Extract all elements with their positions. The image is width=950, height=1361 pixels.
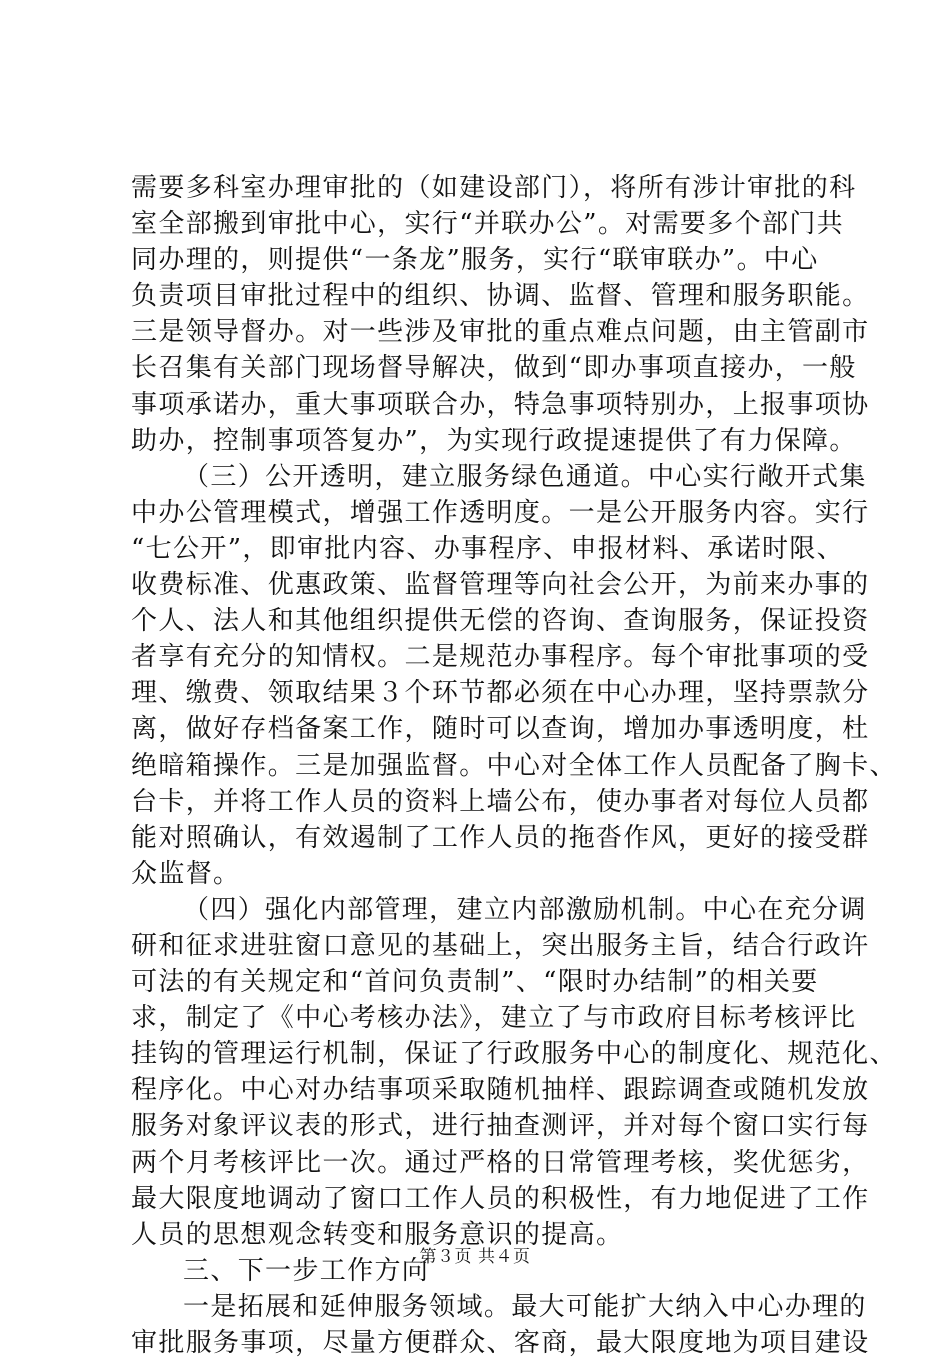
- paragraph-start-line: （四）强化内部管理，建立内部激励机制。中心在充分调: [183, 894, 867, 925]
- text-line: 室全部搬到审批中心，实行“并联办公”。对需要多个部门共: [131, 209, 845, 240]
- page-number-footer: 第３页 共４页: [419, 1247, 531, 1267]
- text-line: 者享有充分的知情权。二是规范办事程序。每个审批事项的受: [131, 642, 870, 673]
- text-line: 助办，控制事项答复办”，为实现行政提速提供了有力保障。: [131, 425, 857, 456]
- text-line: 服务对象评议表的形式，进行抽查测评，并对每个窗口实行每: [131, 1111, 870, 1142]
- text-line: 研和征求进驻窗口意见的基础上，突出服务主旨，结合行政许: [131, 930, 870, 961]
- text-line: 众监督。: [131, 858, 241, 889]
- section-heading: 三、下一步工作方向: [183, 1255, 430, 1286]
- text-line: 理、缴费、领取结果３个环节都必须在中心办理，坚持票款分: [131, 678, 870, 709]
- text-line: 人员的思想观念转变和服务意识的提高。: [131, 1219, 624, 1250]
- text-line: 个人、法人和其他组织提供无偿的咨询、查询服务，保证投资: [131, 606, 870, 637]
- text-line: 台卡，并将工作人员的资料上墙公布，使办事者对每位人员都: [131, 786, 870, 817]
- text-line: 同办理的，则提供“一条龙”服务，实行“联审联办”。中心: [131, 245, 819, 276]
- text-line: 绝暗箱操作。三是加强监督。中心对全体工作人员配备了胸卡、: [131, 750, 897, 781]
- text-line: 两个月考核评比一次。通过严格的日常管理考核，奖优惩劣，: [131, 1147, 870, 1178]
- text-line: 事项承诺办，重大事项联合办，特急事项特别办，上报事项协: [131, 389, 870, 420]
- paragraph-start-line: 一是拓展和延伸服务领域。最大可能扩大纳入中心办理的: [183, 1291, 867, 1322]
- text-line: “七公开”，即审批内容、办事程序、申报材料、承诺时限、: [131, 533, 845, 564]
- text-line: 三是领导督办。对一些涉及审批的重点难点问题，由主管副市: [131, 317, 870, 348]
- text-line: 长召集有关部门现场督导解决，做到“即办事项直接办，一般: [131, 353, 857, 384]
- text-line: 需要多科室办理审批的（如建设部门），将所有涉计审批的科: [131, 173, 857, 203]
- text-line: 审批服务事项，尽量方便群众、客商，最大限度地为项目建设: [131, 1328, 870, 1358]
- text-line: 挂钩的管理运行机制，保证了行政服务中心的制度化、规范化、: [131, 1039, 897, 1070]
- paragraph-start-line: （三）公开透明，建立服务绿色通道。中心实行敞开式集: [183, 461, 867, 492]
- document-body: [131, 170, 897, 1361]
- text-line: 可法的有关规定和“首问负责制”、“限时办结制”的相关要: [131, 967, 819, 998]
- text-line: 中办公管理模式，增强工作透明度。一是公开服务内容。实行: [131, 497, 870, 528]
- text-line: 最大限度地调动了窗口工作人员的积极性，有力地促进了工作: [131, 1183, 870, 1214]
- text-line: 负责项目审批过程中的组织、协调、监督、管理和服务职能。: [131, 281, 870, 312]
- text-line: 收费标准、优惠政策、监督管理等向社会公开，为前来办事的: [131, 570, 870, 601]
- text-line: 求，制定了《中心考核办法》，建立了与市政府目标考核评比: [131, 1003, 857, 1034]
- text-line: 离，做好存档备案工作，随时可以查询，增加办事透明度，杜: [131, 714, 870, 745]
- text-line: 程序化。中心对办结事项采取随机抽样、跟踪调查或随机发放: [131, 1075, 870, 1106]
- text-line: 能对照确认，有效遏制了工作人员的拖沓作风，更好的接受群: [131, 822, 870, 853]
